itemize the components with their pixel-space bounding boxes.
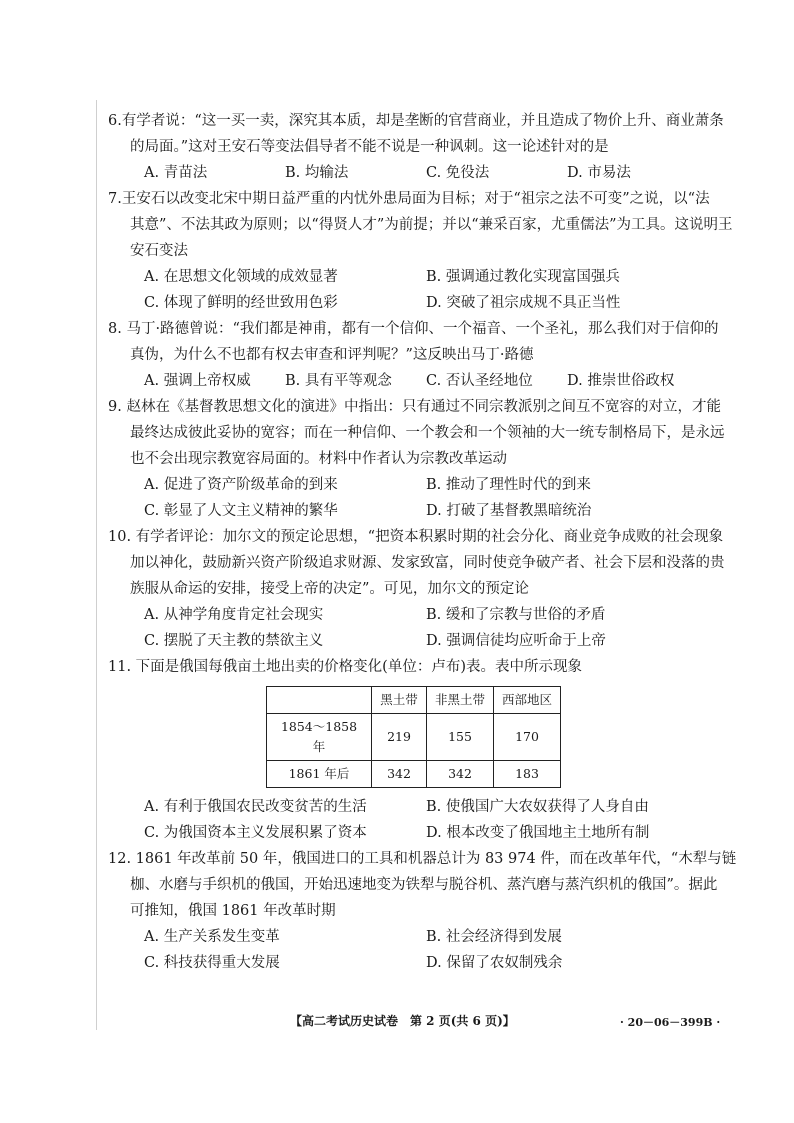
- question-6: [108, 108, 724, 186]
- question-10-line-2: 加以神化，鼓励新兴资产阶级追求财源、发家致富，同时使竞争破产者、社会下层和没落的贵: [130, 555, 725, 571]
- question-7: [108, 186, 733, 316]
- question-12-options-row-2: [108, 950, 708, 976]
- land-price-table: [266, 686, 561, 788]
- question-7-line-1: 7.王安石以改变北宋中期日益严重的内忧外患局面为目标；对于“祖宗之法不可变”之说，以“法: [108, 191, 710, 207]
- option-d: D. 打破了基督教黑暗统治: [426, 503, 592, 519]
- question-12-line-3: 可推知，俄国 1861 年改革时期: [130, 903, 336, 919]
- option-b: B. 推动了理性时代的到来: [426, 477, 591, 493]
- table-cell: 1854～1858 年: [267, 714, 372, 761]
- question-8: [108, 316, 719, 394]
- table-cell: 219: [372, 714, 427, 761]
- question-8-line-1: 8. 马丁·路德曾说：“我们都是神甫，都有一个信仰、一个福音、一个圣礼，那么我们对于信仰的: [108, 321, 719, 337]
- question-10-line-3: 族服从命运的安排，接受上帝的决定”。可见，加尔文的预定论: [130, 581, 529, 597]
- option-a: A. 强调上帝权威: [144, 373, 251, 389]
- table-row: [267, 714, 561, 761]
- option-a: A. 青苗法: [144, 165, 208, 181]
- question-6-line-1: 6.有学者说：“这一买一卖，深究其本质，却是垄断的官营商业，并且造成了物价上升、商业萧条: [108, 113, 724, 129]
- option-b: B. 具有平等观念: [285, 373, 392, 389]
- question-9-line-1: 9. 赵林在《基督教思想文化的演进》中指出：只有通过不同宗教派别之间互不宽容的对立，才能: [108, 399, 721, 415]
- question-9-options-row-2: [108, 498, 708, 524]
- question-10-line-1: 10. 有学者评论：加尔文的预定论思想，“把资本积累时期的社会分化、商业竞争成败的社会现象: [108, 529, 724, 545]
- option-b: B. 社会经济得到发展: [426, 929, 562, 945]
- question-10-options-row-1: [108, 602, 708, 628]
- table-header-cell: 黑土带: [372, 687, 427, 714]
- option-c: C. 为俄国资本主义发展积累了资本: [144, 825, 367, 841]
- option-b: B. 强调通过教化实现富国强兵: [426, 269, 620, 285]
- table-cell: 1861 年后: [267, 761, 372, 788]
- question-11-line-1: 11. 下面是俄国每俄亩土地出卖的价格变化(单位：卢布)表。表中所示现象: [108, 659, 582, 675]
- option-d: D. 推崇世俗政权: [567, 373, 675, 389]
- question-8-options: [108, 368, 708, 394]
- option-d: D. 保留了农奴制残余: [426, 955, 563, 971]
- option-b: B. 均输法: [285, 165, 349, 181]
- question-9: [108, 394, 725, 524]
- option-d: D. 强调信徒均应听命于上帝: [426, 633, 606, 649]
- option-d: D. 市易法: [567, 165, 631, 181]
- table-header-row: [267, 687, 561, 714]
- question-9-line-3: 也不会出现宗教宽容局面的。材料中作者认为宗教改革运动: [130, 451, 507, 467]
- option-a: A. 生产关系发生变革: [144, 929, 280, 945]
- questions-area: [108, 108, 737, 976]
- question-6-options: [108, 160, 708, 186]
- table-cell: 342: [372, 761, 427, 788]
- table-cell: 155: [427, 714, 494, 761]
- question-10-options-row-2: [108, 628, 708, 654]
- exam-code: · 20－06－399B ·: [620, 1016, 721, 1029]
- option-a: A. 从神学角度肯定社会现实: [144, 607, 324, 623]
- option-c: C. 彰显了人文主义精神的繁华: [144, 503, 338, 519]
- table-header-cell: 西部地区: [494, 687, 561, 714]
- question-11: [108, 654, 708, 846]
- option-a: A. 有利于俄国农民改变贫苦的生活: [144, 799, 367, 815]
- binding-margin-line: [96, 100, 97, 1030]
- question-8-line-2: 真伪，为什么不也都有权去审查和评判呢？”这反映出马丁·路德: [130, 347, 534, 363]
- question-7-line-3: 安石变法: [130, 243, 188, 259]
- question-9-line-2: 最终达成彼此妥协的宽容；而在一种信仰、一个教会和一个领袖的大一统专制格局下，是永远: [130, 425, 725, 441]
- question-6-line-2: 的局面。”这对王安石等变法倡导者不能不说是一种讽刺。这一论述针对的是: [130, 139, 609, 155]
- option-c: C. 免役法: [426, 165, 490, 181]
- option-c: C. 摆脱了天主教的禁欲主义: [144, 633, 324, 649]
- question-12-line-1: 12. 1861 年改革前 50 年，俄国进口的工具和机器总计为 83 974 件，而在改革年代，“木犁与链: [108, 851, 737, 867]
- option-c: C. 否认圣经地位: [426, 373, 533, 389]
- option-a: A. 促进了资产阶级革命的到来: [144, 477, 338, 493]
- question-9-options-row-1: [108, 472, 708, 498]
- option-c: C. 体现了鲜明的经世致用色彩: [144, 295, 338, 311]
- question-12: [108, 846, 737, 976]
- question-10: [108, 524, 725, 654]
- question-11-options-row-1: [108, 794, 708, 820]
- question-7-options-row-1: [108, 264, 708, 290]
- page-footer: 【高二考试历史试卷 第 2 页(共 6 页)】: [290, 1014, 515, 1028]
- question-12-options-row-1: [108, 924, 708, 950]
- option-a: A. 在思想文化领域的成效显著: [144, 269, 338, 285]
- question-12-line-2: 枷、水磨与手织机的俄国，开始迅速地变为铁犁与脱谷机、蒸汽磨与蒸汽织机的俄国”。据此: [130, 877, 718, 893]
- option-b: B. 缓和了宗教与世俗的矛盾: [426, 607, 606, 623]
- question-7-line-2: 其意”、不法其政为原则；以“得贤人才”为前提；并以“兼采百家，尤重儒法”为工具。这说明王: [130, 217, 733, 233]
- question-11-options-row-2: [108, 820, 708, 846]
- option-d: D. 突破了祖宗成规不具正当性: [426, 295, 621, 311]
- table-cell: 342: [427, 761, 494, 788]
- option-b: B. 使俄国广大农奴获得了人身自由: [426, 799, 649, 815]
- table-header-cell: 非黑土带: [427, 687, 494, 714]
- table-row: [267, 761, 561, 788]
- question-7-options-row-2: [108, 290, 708, 316]
- option-c: C. 科技获得重大发展: [144, 955, 280, 971]
- option-d: D. 根本改变了俄国地主土地所有制: [426, 825, 650, 841]
- table-header-cell: [267, 687, 372, 714]
- table-cell: 183: [494, 761, 561, 788]
- table-cell: 170: [494, 714, 561, 761]
